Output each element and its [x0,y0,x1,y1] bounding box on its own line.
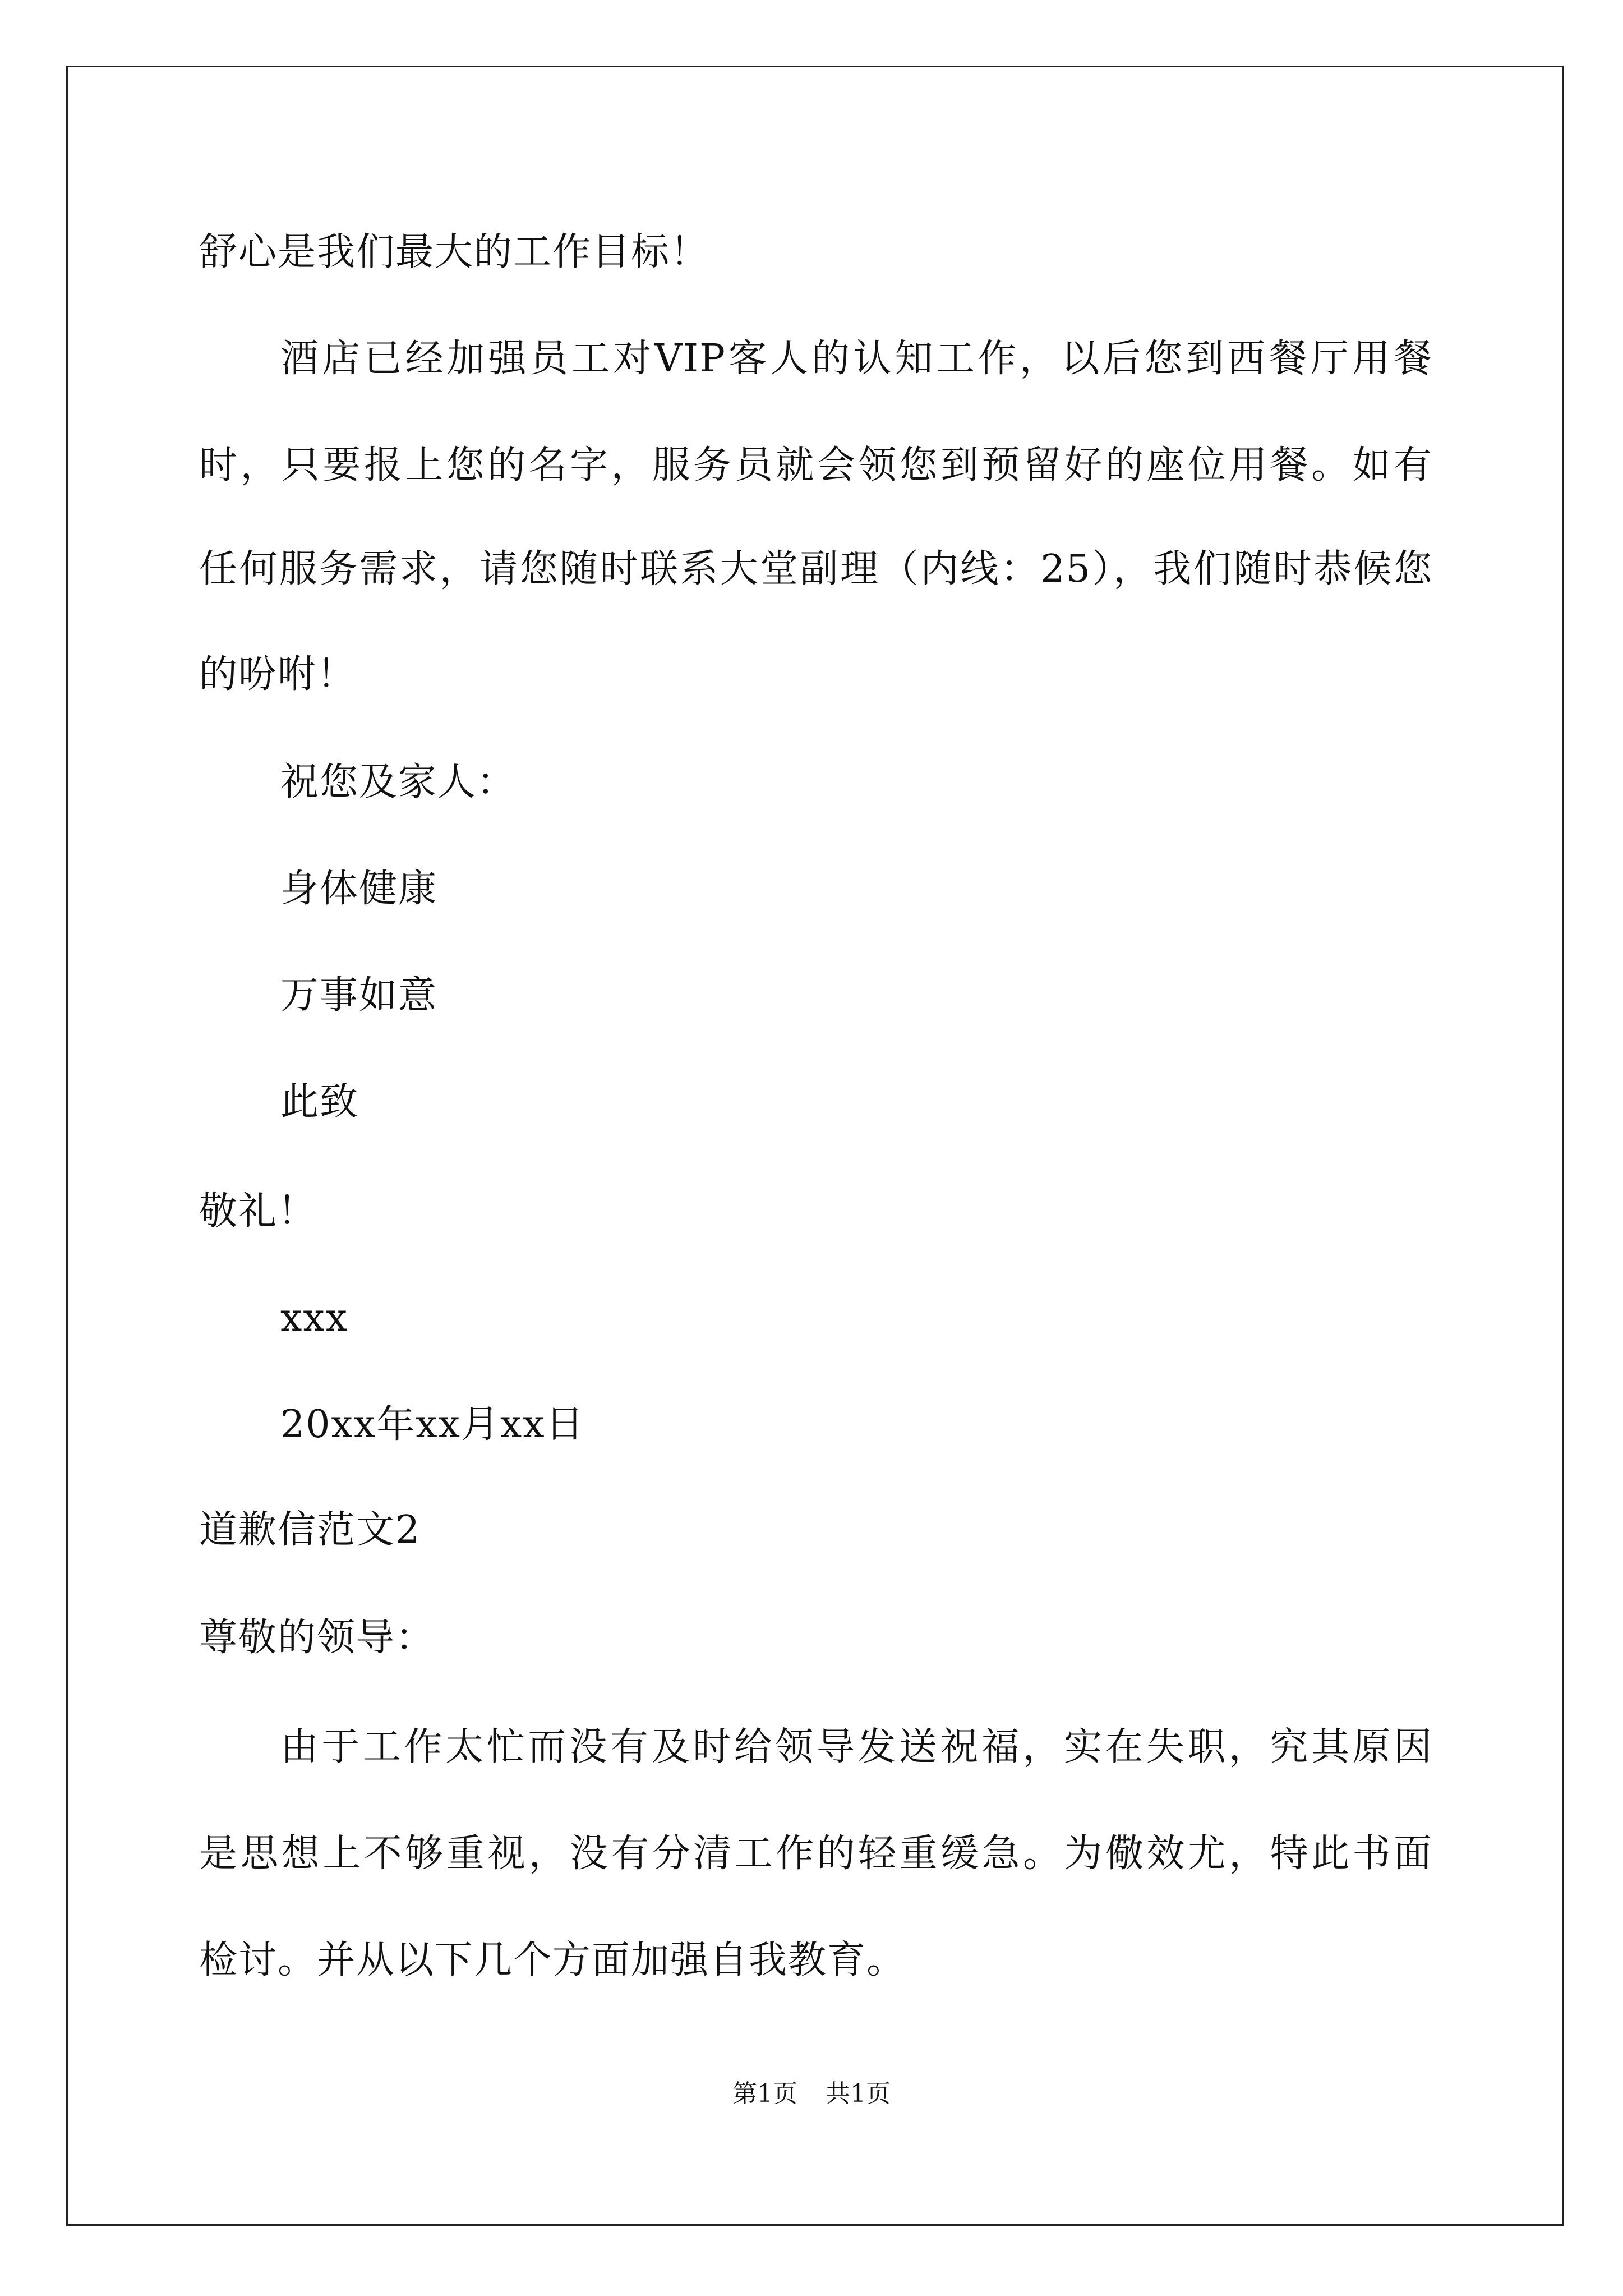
text-line-5: 的吩咐！ [199,652,357,697]
page-border [66,66,1564,2226]
signature-line: xxx [280,1296,349,1340]
text-line-15: 由于工作太忙而没有及时给领导发送祝福，实在失职，究其原因 [280,1725,1433,1769]
wish-line-2: 万事如意 [280,973,438,1018]
text-line-4: 任何服务需求，请您随时联系大堂副理（内线：25），我们随时恭候您 [199,547,1433,591]
salute-line: 敬礼！ [199,1189,317,1234]
text-line-1: 舒心是我们最大的工作目标！ [199,230,710,274]
closing-line: 此致 [280,1080,359,1124]
text-line-2: 酒店已经加强员工对VIP客人的认知工作，以后您到西餐厅用餐 [280,337,1433,381]
section-title: 道歉信范文2 [199,1508,421,1552]
text-line-16: 是思想上不够重视，没有分清工作的轻重缓急。为儆效尤，特此书面 [199,1832,1433,1876]
text-line-3: 时，只要报上您的名字，服务员就会领您到预留好的座位用餐。如有 [199,443,1433,487]
page-number: 第1页 [732,2079,797,2108]
greeting-line: 祝您及家人： [280,760,517,804]
page-total: 共1页 [826,2079,891,2108]
page-footer [0,2078,1623,2110]
salutation-line: 尊敬的领导： [199,1616,435,1660]
text-line-17: 检讨。并从以下几个方面加强自我教育。 [199,1938,906,1982]
date-line: 20xx年xx月xx日 [280,1402,585,1447]
wish-line-1: 身体健康 [280,867,438,911]
